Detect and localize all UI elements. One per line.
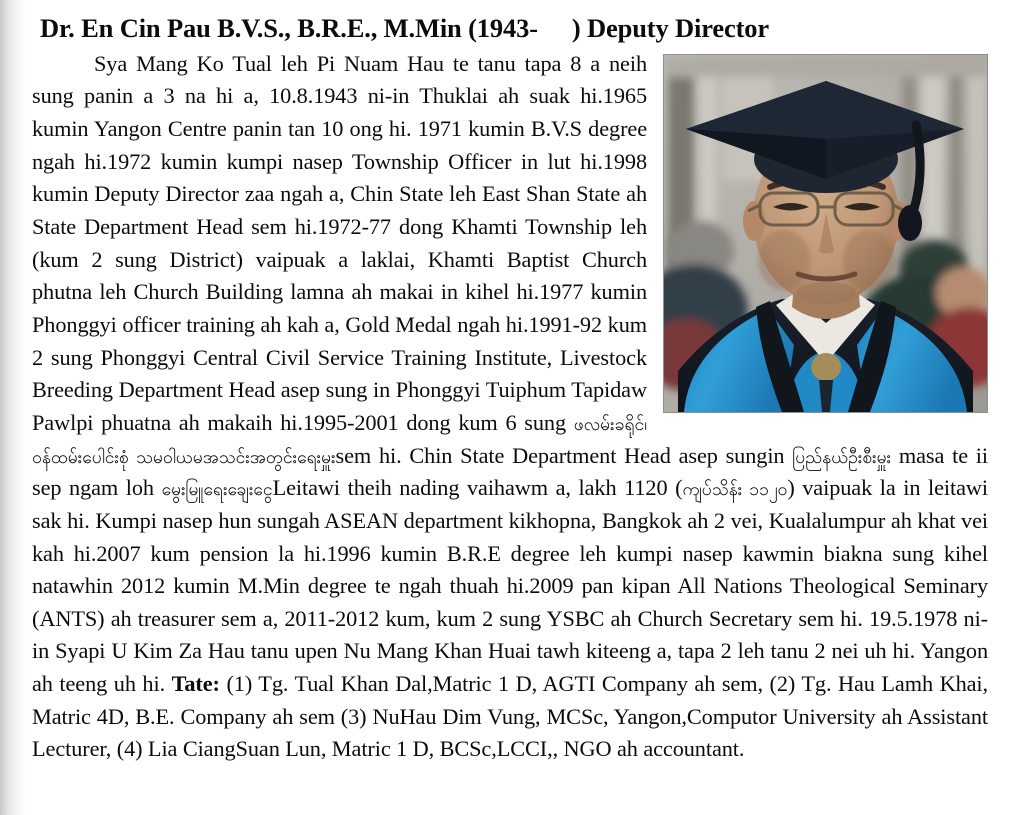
burmese-text-run: ကျပ်သိန်း ၁၁၂၀ bbox=[682, 479, 788, 500]
text-run: masa te ii sep ngam loh bbox=[32, 442, 988, 501]
page-title-prefix: Dr. En Cin Pau B.V.S., B.R.E., M.Min (1943- bbox=[40, 13, 538, 43]
text-run: sem hi. Chin State Department Head asep sungin bbox=[335, 442, 793, 468]
portrait-photo bbox=[663, 54, 988, 413]
burmese-text-run: မွေးမြူရေးချေးငွေ bbox=[161, 479, 273, 500]
text-run: ) vaipuak la in leitawi sak hi. Kumpi nasep hun sungah ASEAN department kikhopna, Bangkok ah 2 vei, Kualalumpur ah khat vei kah hi.2007 kum pension la hi.1996 kumin B.R.E degree leh kumpi nasep kawmin biakna sung kihel natawhin 2012 kumin M.Min degree te ngah thuah hi.2009 pan kipan All Nations Theological Seminary (ANTS) ah treasurer sem a, 2011-2012 kum, kum 2 sung YSBC ah Church Secretary sem hi. 19.5.1978 ni-in Syapi U Kim Za Hau tanu upen Nu Mang Khan Huai tawh kiteeng a, tapa 2 leh tanu 2 nei uh hi. Yangon ah teeng uh hi. bbox=[32, 475, 988, 697]
children-label: Tate: bbox=[171, 671, 220, 697]
text-run: Sya Mang Ko Tual leh Pi Nuam Hau te tanu tapa 8 a neih sung panin a 3 na hi a, 10.8.1943 ni-in Thuklai ah suak hi.1965 kumin Yangon Centre panin tan 10 ong hi. 1971 kumin B.V.S degree ngah hi.1972 kumin kumpi nasep Township Officer in lut hi.1998 kumin Deputy Director zaa ngah a, Chin State leh East Shan State ah State Department Head sem hi.1972-77 dong Khamti Township leh (kum 2 sung District) vaipuak a laklai, Khamti Baptist Church phutna leh Church Building lamna ah makai in kihel hi.1977 kumin Phonggyi officer training ah kah a, Gold Medal ngah hi.1991-92 kum 2 sung Phonggyi Central Civil Service Training Institute, Livestock Breeding Department Head asep sung in Phonggyi Tuiphum Tapidaw Pawlpi phuatna ah makaih hi.1995-2001 dong kum 6 sung bbox=[32, 50, 647, 435]
text-run: Leitawi theih nading vaihawm a, lakh 1120 ( bbox=[272, 475, 683, 501]
text-run: (1) Tg. Tual Khan Dal,Matric 1 D, AGTI Company ah sem, (2) Tg. Hau Lamh Khai, Matric 4D, B.E. Company ah sem (3) NuHau Dim Vung, MCSc, Yangon,Computor University ah Assistant Lecturer, (4) Lia CiangSuan Lun, Matric 1 D, BCSc,LCCI,, NGO ah accountant. bbox=[32, 671, 989, 762]
portrait-illustration bbox=[664, 55, 987, 412]
burmese-text-run: ပြည်နယ်ဦးစီးမှူး bbox=[792, 446, 892, 467]
burmese-text-run: ဖလမ်းခရိုင်၊ ဝန်ထမ်းပေါင်းစုံ သမဝါယမအသင်းအတွင်းရေးမှူး bbox=[32, 413, 647, 467]
page-title-suffix: ) Deputy Director bbox=[571, 13, 769, 43]
page-title bbox=[40, 14, 988, 44]
